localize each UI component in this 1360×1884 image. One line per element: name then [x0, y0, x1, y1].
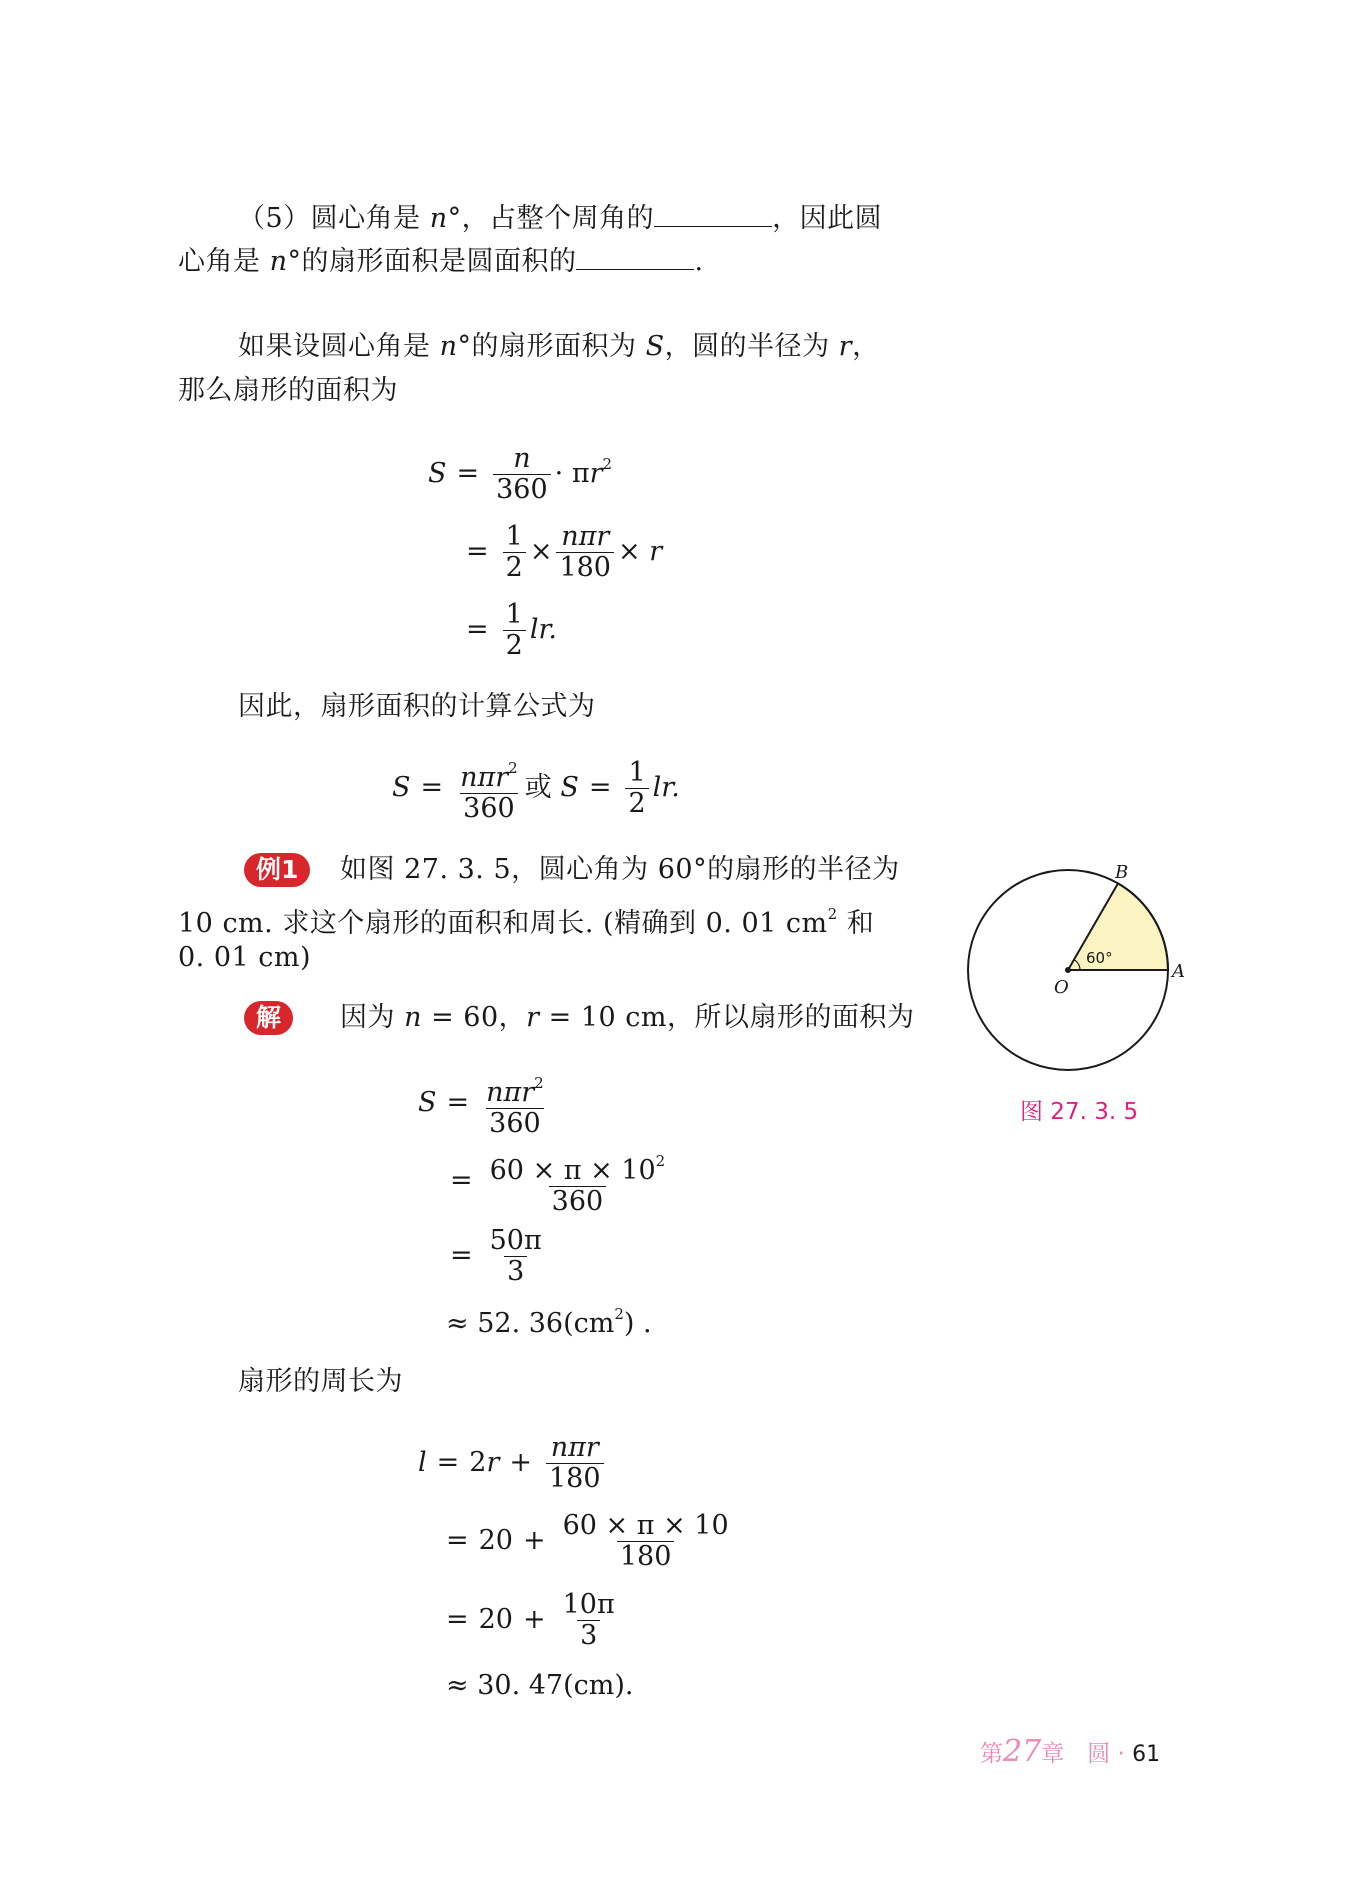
angle-label: 60° — [1086, 949, 1113, 967]
derivation-step-2: = $\frac{1}{2}$ × $\frac{\text{nπr}}{180}$ × r — [466, 521, 663, 583]
perimeter-step-3: = 20 + $\frac{10\pi}{3}$ — [436, 1590, 622, 1651]
example-line-1: 如图 27. 3. 5，圆心角为 60°的扇形的半径为 — [340, 854, 900, 885]
perimeter-label: 扇形的周长为 — [238, 1366, 403, 1397]
fraction: $\frac{60 \times \pi \times 10^2}{360}$ — [489, 1152, 666, 1217]
perimeter-step-2: = 20 + $\frac{60 \times \pi \times 10}{180}$ — [436, 1511, 736, 1572]
perimeter-step-1: l = 2r + $\frac{\text{nπr}}{180}$ — [418, 1433, 608, 1494]
example-line-2: 10 cm. 求这个扇形的面积和周长. (精确到 0. 01 $cm^2$ 和 — [178, 905, 875, 939]
chapter-footer: 第27章 圆 · 61 — [980, 1734, 1161, 1769]
area-result: ≈ 52. $36(cm^2)$ . — [446, 1305, 652, 1339]
fraction: $\frac{\text{nπr}}{180}$ — [546, 1433, 604, 1494]
fraction: $\frac{\text{nπr}}{180}$ — [556, 522, 614, 583]
area-step-1: S = $\frac{n\pi r^2}{360}$ — [418, 1068, 551, 1139]
fraction: $\frac{60 \times \pi \times 10}{180}$ — [562, 1510, 729, 1572]
sector-area-formula: S = $\frac{n\pi r^2}{360}$ 或 S = $\frac{1}{2}$ lr. — [392, 753, 680, 824]
fraction: $\frac{50\pi}{3}$ — [489, 1225, 542, 1287]
blank-2 — [576, 243, 694, 270]
solution-line: 因为 n = 60，r = 10 cm，所以扇形的面积为 — [340, 1002, 915, 1033]
figure-caption: 图 27. 3. 5 — [1020, 1099, 1139, 1125]
derivation-step-1: S = $\frac{n}{360}$ · $\pi r^2$ — [428, 443, 613, 505]
fraction: $\frac{1}{2}$ — [503, 522, 526, 583]
center-point — [1065, 967, 1071, 973]
question-5-line-1: （5）圆心角是 n°，占整个周角的 ，因此圆 — [238, 200, 882, 236]
var-n: n — [429, 203, 448, 234]
blank-1 — [654, 200, 772, 227]
circle-sector-figure — [950, 855, 1210, 1085]
label-A: A — [1172, 961, 1185, 982]
example-line-3: 0. 01 cm) — [178, 942, 312, 973]
fraction: $\frac{n}{360}$ — [493, 444, 551, 505]
fraction: $\frac{1}{2}$ — [503, 600, 526, 661]
example-badge: 例1 — [244, 853, 310, 887]
intro-line-2: 那么扇形的面积为 — [178, 375, 398, 406]
perimeter-result: ≈ 30. 47(cm). — [446, 1670, 634, 1701]
label-O: O — [1054, 977, 1069, 998]
sector-60-degrees — [1068, 883, 1168, 970]
therefore-text: 因此，扇形面积的计算公式为 — [238, 691, 596, 722]
area-step-3: = $\frac{50\pi}{3}$ — [440, 1226, 549, 1287]
fraction: $\frac{10\pi}{3}$ — [562, 1589, 615, 1651]
fraction: $\frac{n\pi r^2}{360}$ — [460, 759, 518, 824]
fraction: $\frac{n\pi r^2}{360}$ — [486, 1074, 544, 1139]
derivation-step-3: = $\frac{1}{2}$ lr. — [466, 599, 557, 661]
solution-badge: 解 — [244, 1001, 293, 1035]
question-5-line-2: 心角是 n°的扇形面积是圆面积的 . — [178, 243, 704, 279]
fraction: $\frac{1}{2}$ — [625, 758, 648, 819]
area-step-2: = $\frac{60 \times \pi \times 10^2}{360}$ — [440, 1146, 672, 1217]
page-number: 61 — [1132, 1742, 1161, 1767]
intro-line-1: 如果设圆心角是 n°的扇形面积为 S，圆的半径为 r， — [238, 331, 880, 362]
label-B: B — [1115, 862, 1129, 883]
